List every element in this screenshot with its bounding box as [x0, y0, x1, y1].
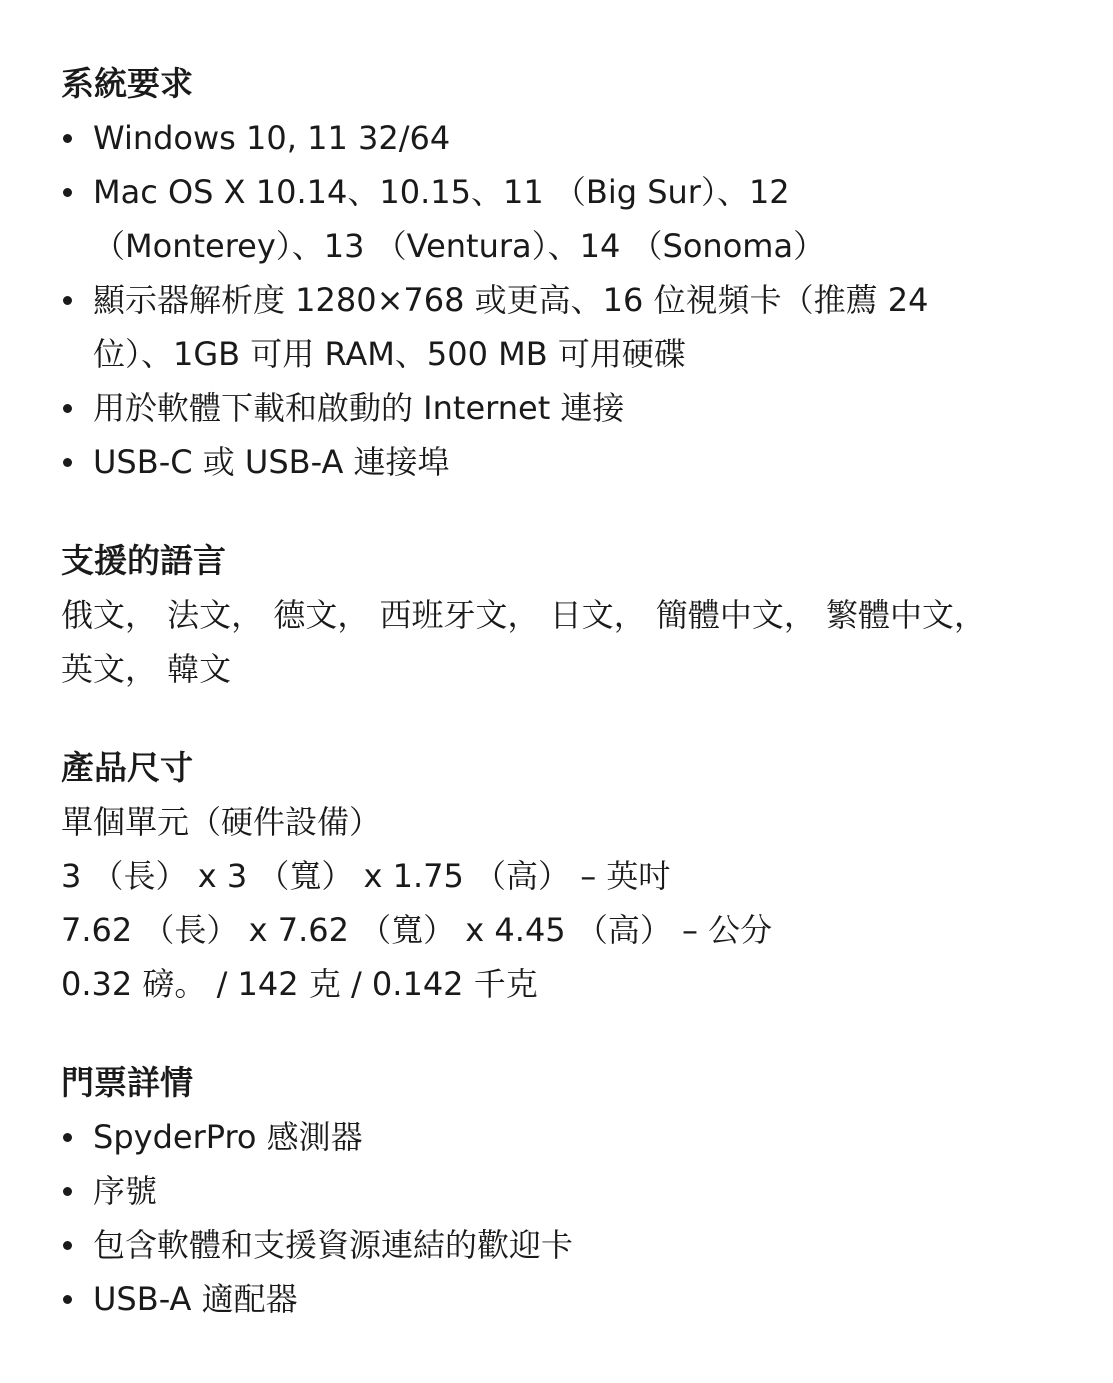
list-item: Windows 10, 11 32/64: [61, 111, 1001, 165]
list-item: USB-C 或 USB-A 連接埠: [61, 435, 1001, 489]
section-title: 門票詳情: [61, 1063, 193, 1102]
weight-line: 0.32 磅。 / 142 克 / 0.142 千克: [61, 965, 538, 1003]
list-item: 顯示器解析度 1280×768 或更高、16 位視頻卡（推薦 24 位）、1GB 可用 RAM、500 MB 可用硬碟: [61, 273, 1001, 381]
dimension-line: 7.62 （長） x 7.62 （寬） x 4.45 （高） – 公分: [61, 911, 773, 949]
list-item: Mac OS X 10.14、10.15、11 （Big Sur）、12 （Monterey）、13 （Ventura）、14 （Sonoma）: [61, 165, 1001, 273]
requirements-list: [61, 111, 1001, 489]
system-requirements-section: [61, 57, 1001, 489]
section-title: 系統要求: [61, 64, 193, 103]
section-title: 支援的語言: [61, 541, 226, 580]
ticket-details-list: [61, 1110, 1001, 1326]
ticket-details-section: [61, 1056, 1001, 1326]
dimension-line: 3 （長） x 3 （寬） x 1.75 （高） – 英吋: [61, 857, 671, 895]
list-item: 序號: [61, 1164, 1001, 1218]
supported-languages-section: [61, 534, 1001, 696]
product-dimensions-section: [61, 741, 1001, 1011]
dimension-line: 單個單元（硬件設備）: [61, 803, 382, 841]
list-item: 用於軟體下載和啟動的 Internet 連接: [61, 381, 1001, 435]
languages-text: 俄文， 法文， 德文， 西班牙文， 日文， 簡體中文， 繁體中文， 英文， 韓文: [61, 596, 987, 688]
section-title: 產品尺寸: [61, 748, 193, 787]
list-item: 包含軟體和支援資源連結的歡迎卡: [61, 1218, 1001, 1272]
list-item: SpyderPro 感測器: [61, 1110, 1001, 1164]
list-item: USB-A 適配器: [61, 1272, 1001, 1326]
